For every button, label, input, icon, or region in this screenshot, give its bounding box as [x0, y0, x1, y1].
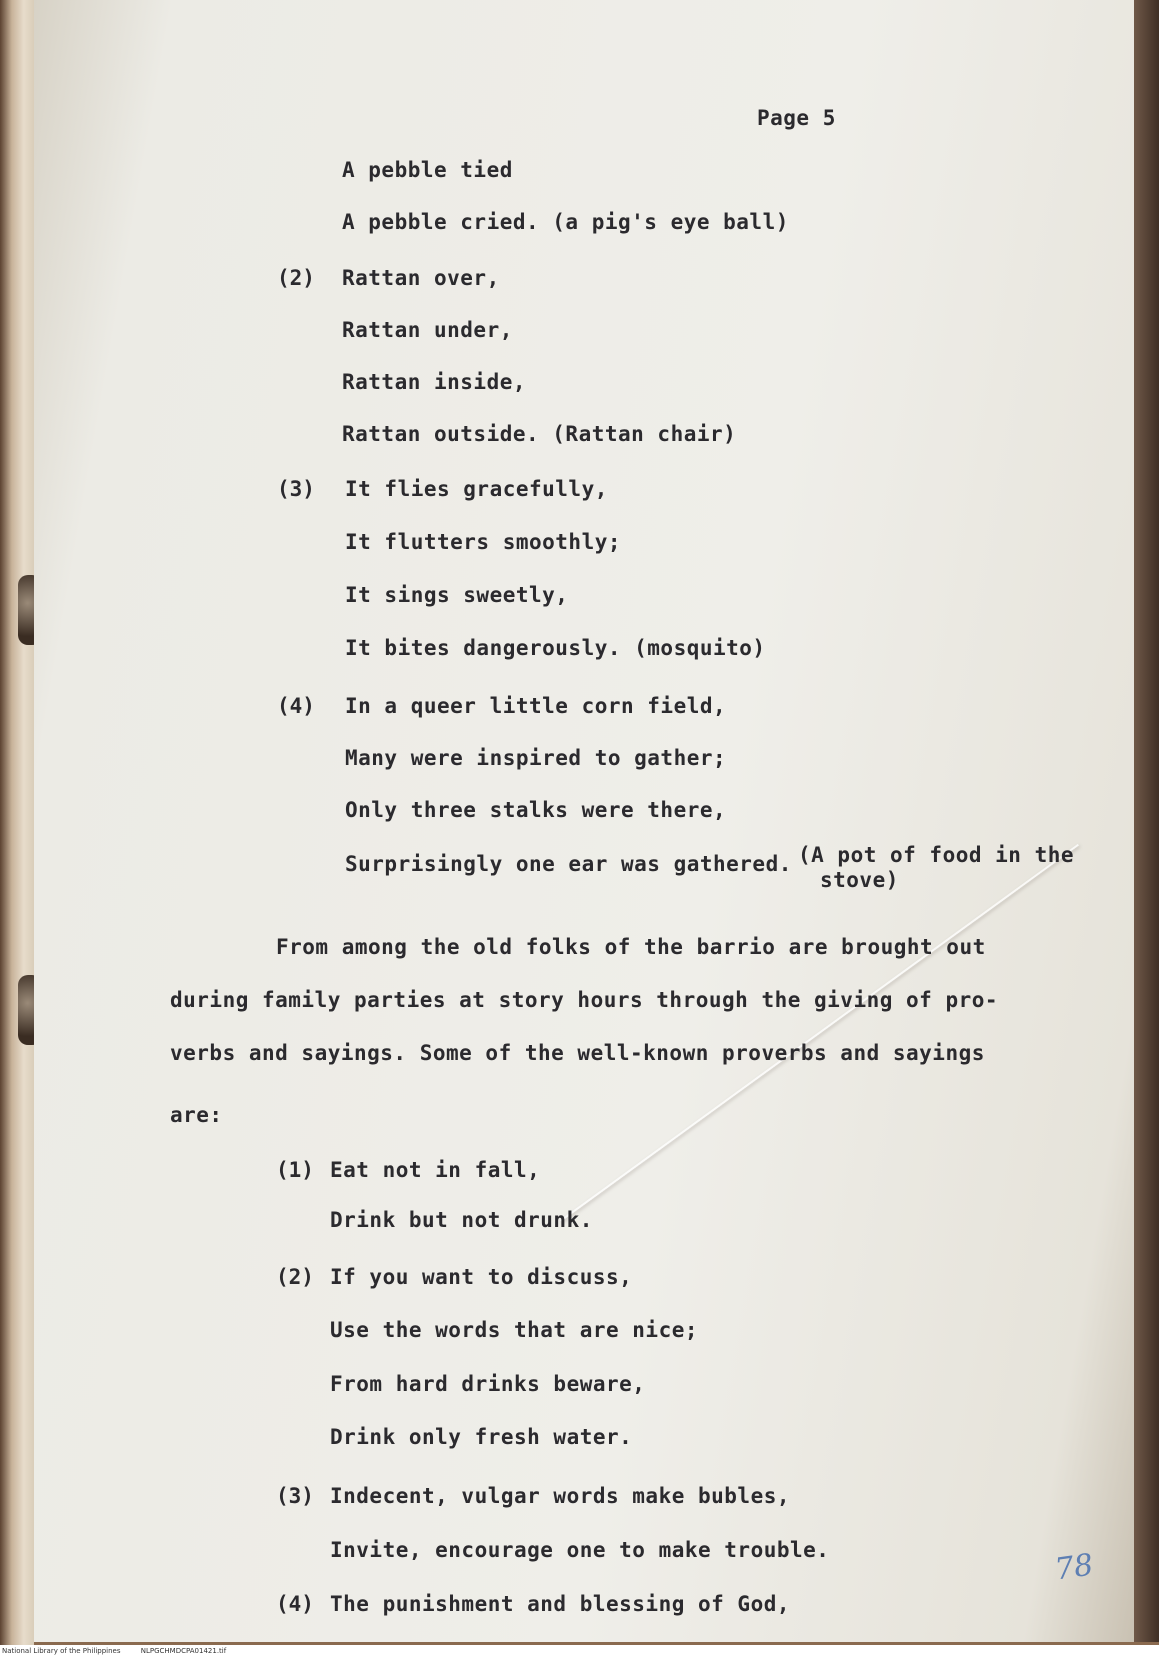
proverb-line: Invite, encourage one to make trouble. — [330, 1538, 830, 1562]
riddle-line: It flutters smoothly; — [345, 530, 622, 554]
riddle-answer: (A pot of food in the — [798, 843, 1075, 867]
scan-footer — [0, 1645, 1159, 1658]
riddle-line: It bites dangerously. (mosquito) — [345, 636, 766, 660]
riddle-line: In a queer little corn field, — [345, 694, 727, 718]
riddle-number: (4) — [277, 694, 315, 718]
paragraph-line: verbs and sayings. Some of the well-known proverbs and sayings — [170, 1041, 985, 1065]
riddle-line: Rattan outside. (Rattan chair) — [342, 422, 737, 446]
proverb-line: Eat not in fall, — [330, 1158, 541, 1182]
book-spine — [0, 0, 34, 1658]
footer-file: NLPGCHMDCPA01421.tif — [140, 1647, 227, 1655]
footer-library: National Library of the Philippines — [2, 1647, 121, 1655]
riddle-line: Only three stalks were there, — [345, 798, 727, 822]
handwritten-page-number: 78 — [1052, 1547, 1096, 1588]
proverb-line: Use the words that are nice; — [330, 1318, 699, 1342]
proverb-line: The punishment and blessing of God, — [330, 1592, 791, 1616]
proverb-line: If you want to discuss, — [330, 1265, 633, 1289]
riddle-line: Rattan over, — [342, 266, 500, 290]
proverb-number: (4) — [276, 1592, 314, 1616]
riddle-line: Rattan inside, — [342, 370, 527, 394]
riddle-line: It flies gracefully, — [345, 477, 608, 501]
page-header: Page 5 — [757, 106, 836, 130]
proverb-line: Drink only fresh water. — [330, 1425, 633, 1449]
riddle-number: (3) — [277, 477, 315, 501]
page-edge — [1134, 0, 1159, 1642]
proverb-line: Drink but not drunk. — [330, 1208, 593, 1232]
riddle-line: Surprisingly one ear was gathered. — [345, 852, 792, 876]
proverb-number: (1) — [276, 1158, 314, 1182]
proverb-number: (3) — [276, 1484, 314, 1508]
riddle-line: A pebble tied — [342, 158, 513, 182]
proverb-line: From hard drinks beware, — [330, 1372, 646, 1396]
paragraph-line: during family parties at story hours through the giving of pro- — [170, 988, 999, 1012]
paragraph-line: From among the old folks of the barrio are brought out — [276, 935, 986, 959]
riddle-number: (2) — [277, 266, 315, 290]
riddle-line: Rattan under, — [342, 318, 513, 342]
proverb-number: (2) — [276, 1265, 314, 1289]
riddle-line: Many were inspired to gather; — [345, 746, 727, 770]
riddle-line: A pebble cried. (a pig's eye ball) — [342, 210, 789, 234]
riddle-line: It sings sweetly, — [345, 583, 569, 607]
proverb-line: Indecent, vulgar words make bubles, — [330, 1484, 791, 1508]
paragraph-line: are: — [170, 1103, 223, 1127]
riddle-answer: stove) — [820, 868, 899, 892]
